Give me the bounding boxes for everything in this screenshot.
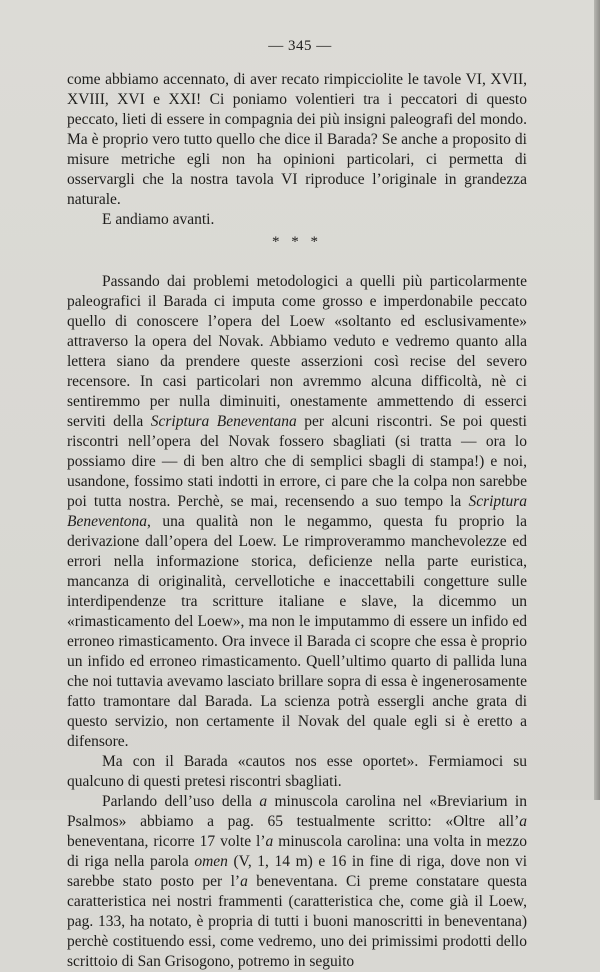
paragraph bbox=[67, 272, 527, 752]
italic-term: a bbox=[240, 873, 248, 890]
italic-term: Scriptura Beneventana bbox=[150, 413, 297, 430]
text-run: beneventana. Ci preme constatare questa caratteristica nei nostri frammenti (caratteristica che, come già il Loew, pag. 133, ha notato, è propria di tutti i buoni manoscritti in beneventana) perchè costituendo essi, come vedremo, uno dei primissimi prodotti dello scrittoio di San Grisogono, potremo in seguito bbox=[67, 873, 527, 970]
paragraph bbox=[67, 752, 527, 792]
italic-term: omen bbox=[194, 853, 228, 870]
text-run: Ma con il Barada «cautos nos esse oportet». Fermiamoci su qualcuno di questi pretesi riscontri sbagliati. bbox=[67, 753, 527, 790]
text-run: minuscola carolina: una volta in mezzo di riga nella parola bbox=[67, 833, 527, 870]
text-run: (V, 1, 14 m) e 16 in fine di riga, dove non vi sarebbe stato posto per l’ bbox=[67, 853, 527, 890]
paragraph bbox=[67, 210, 527, 230]
italic-term: a bbox=[519, 813, 527, 830]
text-run: Passando dai problemi metodologici a quelli più particolarmente paleografici il Barada ci imputa come grosso e imperdonabile peccato quello di conoscere l’opera del Loew «soltanto ed esclusivamente» attraverso la opera del Novak. Abbiamo veduto e vedremo quanto alla lettera siano da prendere queste asserzioni così recise del severo recensore. In casi particolari non avremmo alcuna difficoltà, nè ci sentiremmo per nulla diminuiti, onestamente ammettendo di esserci serviti della bbox=[67, 273, 527, 430]
page-number: — 345 — bbox=[268, 38, 332, 54]
section-separator: * * * bbox=[272, 234, 322, 250]
text-run: per alcuni riscontri. Se poi questi riscontri nell’opera del Novak fossero sbagliati (si tratta — ora lo possiamo dire — di ben altro che di semplici sbagli di stampa!) e noi, usandone, fossimo stati indotti in errore, ci pare che la colpa non sarebbe poi tutta nostra. Perchè, se mai, recensendo a suo tempo la bbox=[67, 413, 527, 510]
text-run: come abbiamo accennato, di aver recato rimpicciolite le tavole VI, XVII, XVIII, XVI e XXI! Ci poniamo volentieri tra i peccatori di questo peccato, lieti di essere in compagnia dei più insigni paleografi del mondo. Ma è proprio vero tutto quello che dice il Barada? Se anche a proposito di misure metriche egli non ha opinioni particolari, ci permetta di osservargli che la nostra tavola VI riproduce l’originale in grandezza naturale. bbox=[67, 71, 527, 208]
italic-term: Scriptura Beneventona bbox=[67, 493, 527, 530]
text-run: E andiamo avanti. bbox=[102, 211, 215, 228]
text-run: , una qualità non le negammo, questa fu proprio la derivazione dall’opera del Loew. Le rimproverammo manchevolezze ed errori nella informazione storica, deficienze nella parte euristica, mancanza di originalità, cervellotiche e inaccettabili congetture sulle interdipendenze tra scritture italiane e slave, la dicemmo un «rimasticamento del Loew», ma non le imputammo di essere un infido ed erroneo rimasticamento. Ora invece il Barada ci scopre che essa è proprio un infido ed erroneo rimasticamento. Quell’ultimo quarto di pallida luna che noi tuttavia avevamo lasciato brillare sopra di essa è ingenerosamente fatto tramontare dal Barada. La scienza potrà essergli anche grata di questo servizio, non certamente il Novak del quale egli si è eretto a difensore. bbox=[67, 513, 527, 750]
text-run: Parlando dell’uso della bbox=[102, 793, 260, 810]
body-text bbox=[67, 70, 527, 972]
italic-term: a bbox=[259, 793, 268, 810]
text-run: beneventana, ricorre 17 volte l’ bbox=[67, 833, 266, 850]
italic-term: a bbox=[265, 833, 274, 850]
paragraph bbox=[67, 792, 527, 972]
paragraph bbox=[67, 70, 527, 210]
text-run: minuscola carolina nel «Breviarium in Psalmos» abbiamo a pag. 65 testualmente scritto: «Oltre all’ bbox=[67, 793, 527, 830]
